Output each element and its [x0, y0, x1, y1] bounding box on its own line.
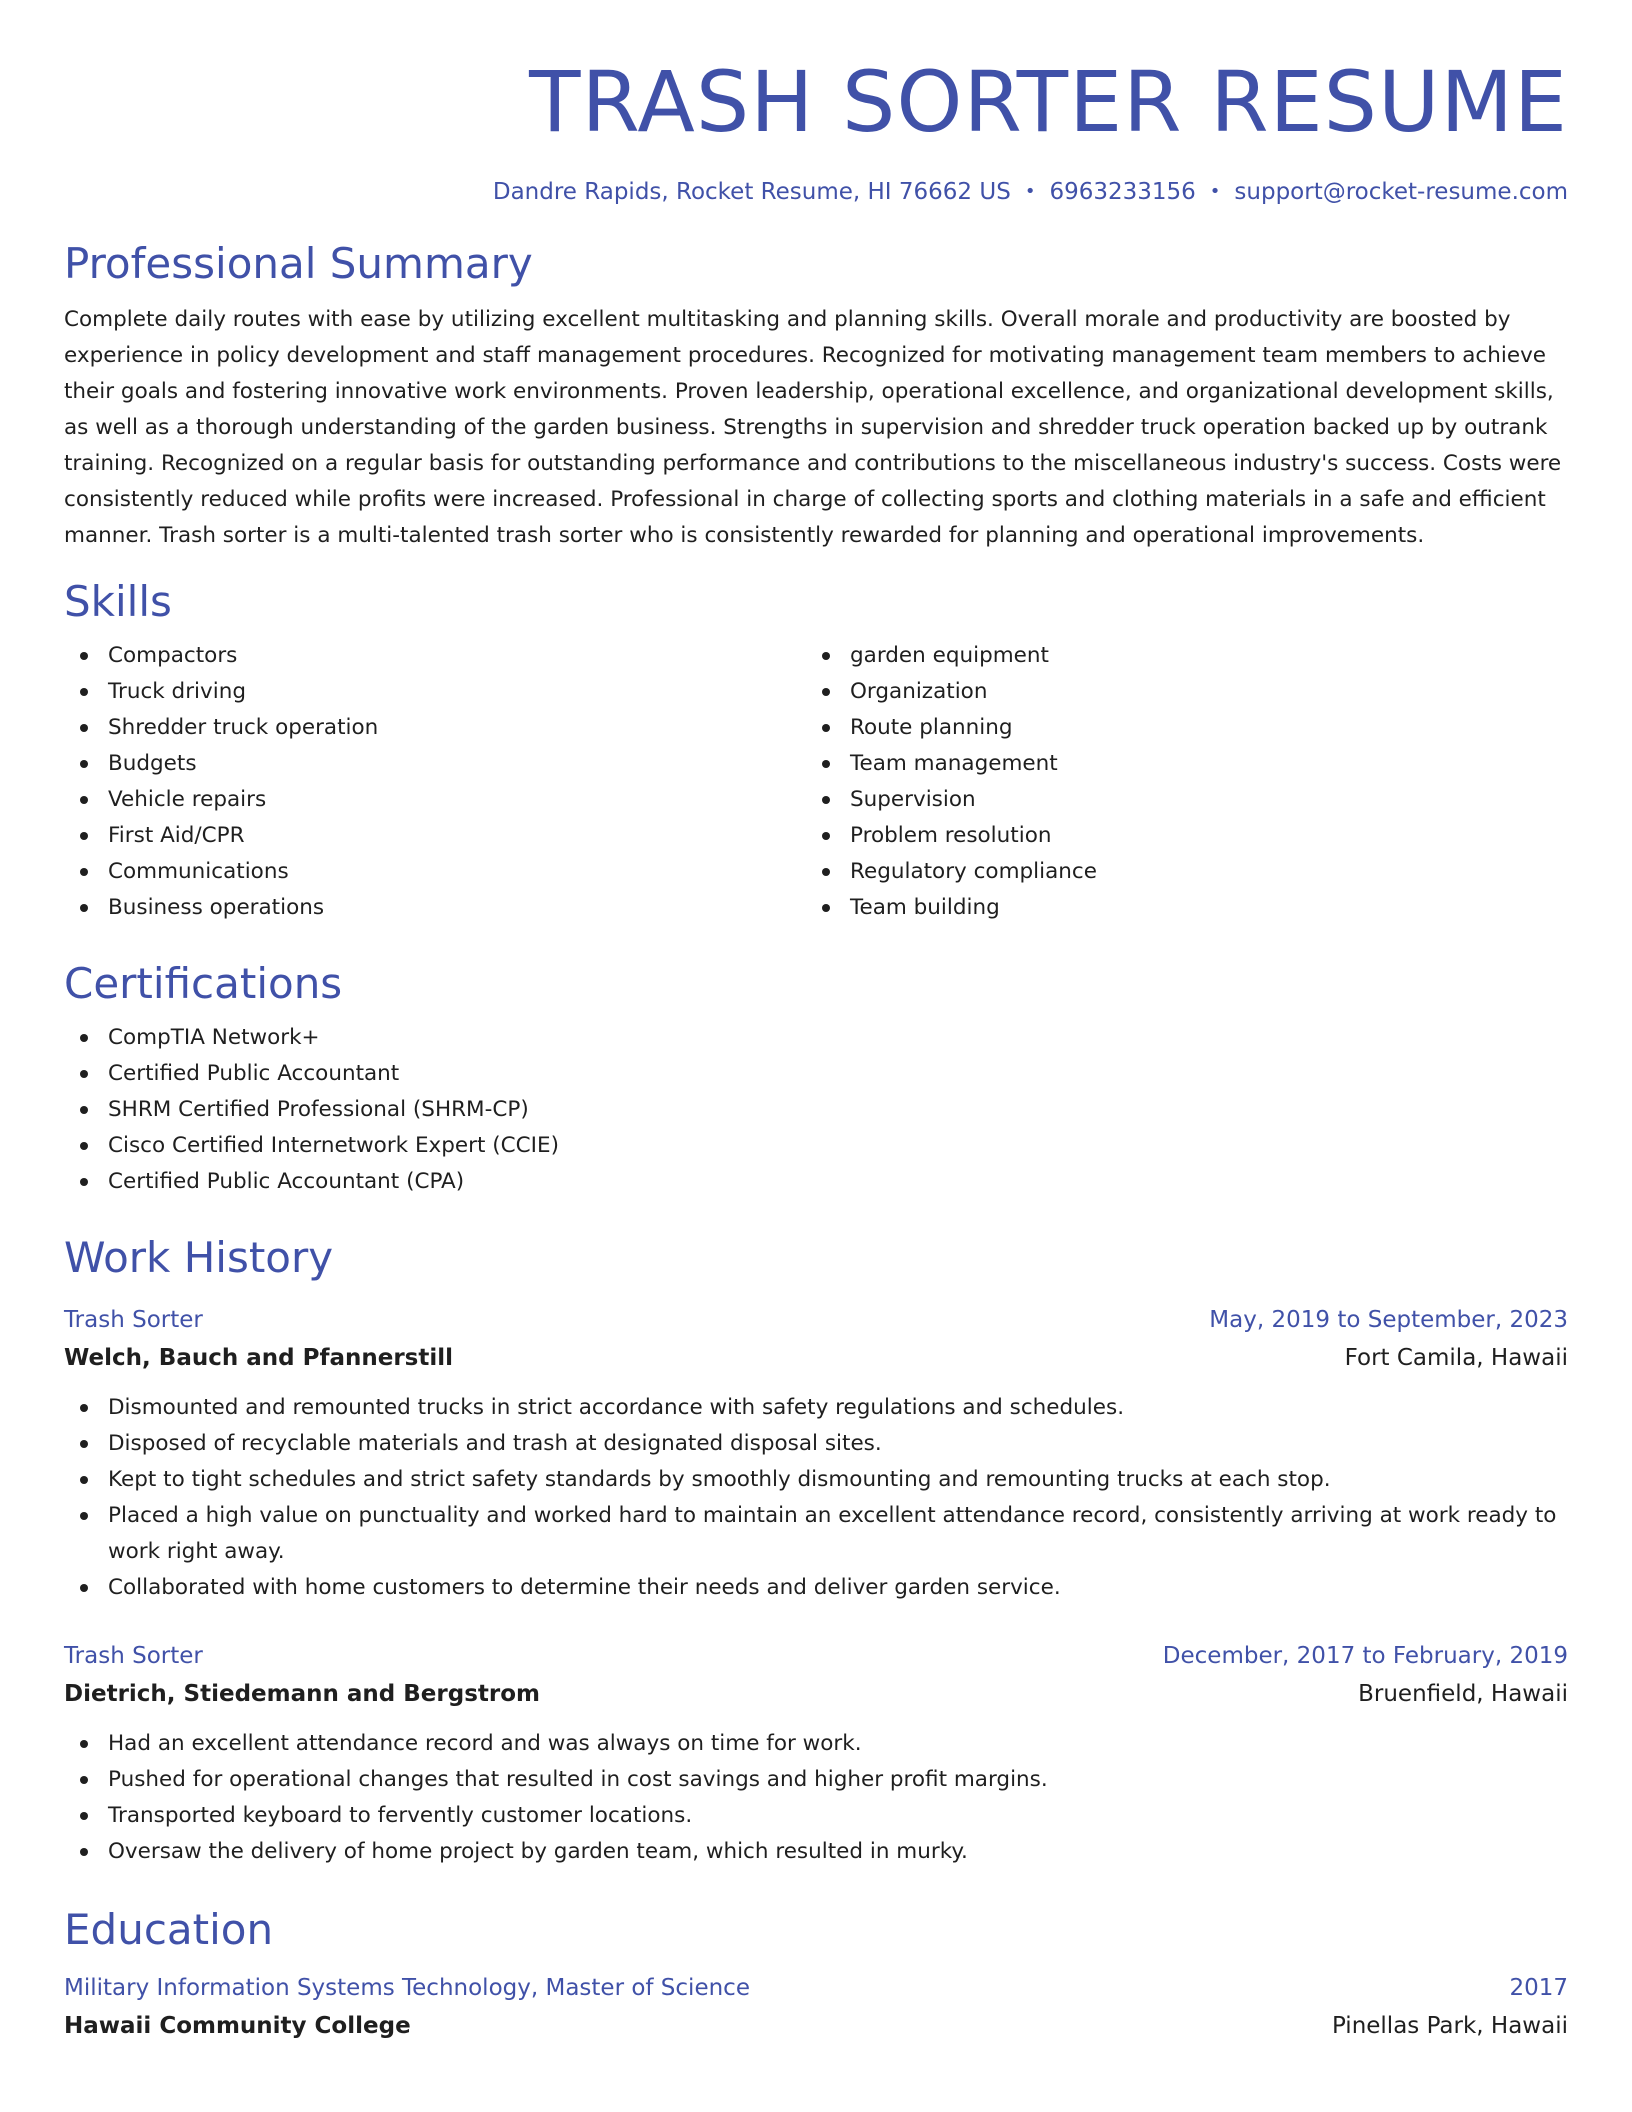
skill-item: First Aid/CPR [64, 818, 806, 854]
job-duty: Dismounted and remounted trucks in strict accordance with safety regulations and schedules. [64, 1390, 1568, 1426]
contact-address: Dandre Rapids, Rocket Resume, HI 76662 US [492, 179, 1011, 205]
job-location: Fort Camila, Hawaii [1344, 1345, 1568, 1371]
job-header-row [64, 1638, 1568, 1674]
education-year: 2017 [1509, 1975, 1568, 2001]
job-duty: Transported keyboard to fervently customer locations. [64, 1798, 1568, 1834]
education-header-row [64, 1970, 1568, 2006]
work-history-heading: Work History [64, 1233, 334, 1282]
skills-list-left [64, 638, 806, 926]
education-school: Hawaii Community College [64, 2013, 411, 2039]
certification-item: CompTIA Network+ [64, 1020, 1568, 1056]
job-duty: Placed a high value on punctuality and worked hard to maintain an excellent attendance record, consistently arriving at work ready to work right away. [64, 1498, 1568, 1570]
job-duty: Disposed of recyclable materials and trash at designated disposal sites. [64, 1426, 1568, 1462]
contact-phone: 6963233156 [1049, 179, 1196, 205]
skill-item: Shredder truck operation [64, 710, 806, 746]
job-location: Bruenfield, Hawaii [1358, 1681, 1568, 1707]
skill-item: Route planning [806, 710, 1548, 746]
job-entry [64, 1638, 1568, 1870]
certification-item: Certified Public Accountant [64, 1056, 1568, 1092]
skill-item: Organization [806, 674, 1548, 710]
skill-item: Problem resolution [806, 818, 1548, 854]
contact-email[interactable]: support@rocket-resume.com [1234, 179, 1568, 205]
skills-column-right [806, 638, 1548, 926]
contact-separator: • [1024, 181, 1036, 202]
job-header-row [64, 1302, 1568, 1338]
job-dates: December, 2017 to February, 2019 [1162, 1643, 1568, 1669]
job-dates: May, 2019 to September, 2023 [1209, 1307, 1568, 1333]
summary-heading: Professional Summary [64, 239, 533, 288]
skills-list-right [806, 638, 1548, 926]
skills-heading: Skills [64, 577, 172, 626]
job-employer: Dietrich, Stiedemann and Bergstrom [64, 1681, 540, 1707]
summary-text: Complete daily routes with ease by utilizing excellent multitasking and planning skills. Overall morale and productivity are boosted by experience in policy development and staff management procedures. Recognized for motivating management team members to achieve their goals and fostering innovative work environments. Proven leadership, operational excellence, and organizational development skills, as well as a thorough understanding of the garden business. Strengths in supervision and shredder truck operation backed up by outrank training. Recognized on a regular basis for outstanding performance and contributions to the miscellaneous industry's success. Costs were consistently reduced while profits were increased. Professional in charge of collecting sports and clothing materials in a safe and efficient manner. Trash sorter is a multi-talented trash sorter who is consistently rewarded for planning and operational improvements. [64, 307, 1562, 548]
skill-item: Truck driving [64, 674, 806, 710]
job-employer-row [64, 1338, 1568, 1378]
certifications-heading: Certifications [64, 959, 343, 1008]
job-duty: Collaborated with home customers to determine their needs and deliver garden service. [64, 1570, 1568, 1606]
education-degree: Military Information Systems Technology, Master of Science [64, 1975, 750, 2001]
skill-item: Business operations [64, 890, 806, 926]
certification-item: SHRM Certified Professional (SHRM-CP) [64, 1092, 1568, 1128]
skill-item: Team management [806, 746, 1548, 782]
skill-item: Supervision [806, 782, 1548, 818]
job-employer-row [64, 1674, 1568, 1714]
education-school-row [64, 2006, 1568, 2046]
education-entry [64, 1970, 1568, 2046]
job-duty: Pushed for operational changes that resulted in cost savings and higher profit margins. [64, 1762, 1568, 1798]
skill-item: Communications [64, 854, 806, 890]
skill-item: garden equipment [806, 638, 1548, 674]
contact-line [64, 176, 1568, 208]
job-entry [64, 1302, 1568, 1606]
certification-item: Cisco Certified Internetwork Expert (CCIE) [64, 1128, 1568, 1164]
certification-item: Certified Public Accountant (CPA) [64, 1164, 1568, 1200]
job-duties-list [64, 1390, 1568, 1606]
job-title: Trash Sorter [64, 1307, 203, 1333]
skill-item: Team building [806, 890, 1548, 926]
job-duty: Kept to tight schedules and strict safety standards by smoothly dismounting and remounting trucks at each stop. [64, 1462, 1568, 1498]
job-title: Trash Sorter [64, 1643, 203, 1669]
skills-column-left [64, 638, 806, 926]
skills-grid [64, 638, 1568, 926]
education-heading: Education [64, 1905, 274, 1954]
skill-item: Regulatory compliance [806, 854, 1548, 890]
contact-separator: • [1209, 181, 1221, 202]
certifications-list [64, 1020, 1568, 1200]
skill-item: Budgets [64, 746, 806, 782]
resume-title: TRASH SORTER RESUME [529, 53, 1568, 151]
skill-item: Vehicle repairs [64, 782, 806, 818]
job-duty: Had an excellent attendance record and was always on time for work. [64, 1726, 1568, 1762]
skill-item: Compactors [64, 638, 806, 674]
job-employer: Welch, Bauch and Pfannerstill [64, 1345, 454, 1371]
education-location: Pinellas Park, Hawaii [1331, 2013, 1568, 2039]
job-duty: Oversaw the delivery of home project by garden team, which resulted in murky. [64, 1834, 1568, 1870]
job-duties-list [64, 1726, 1568, 1870]
